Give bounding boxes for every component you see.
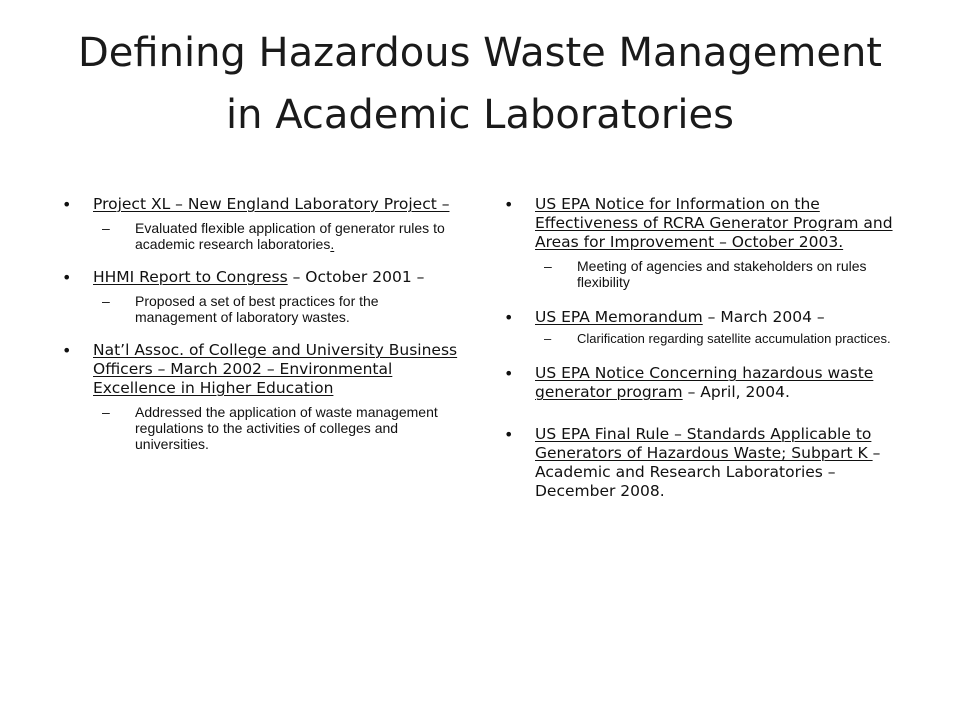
dash-icon: –: [544, 258, 552, 274]
item-rest: – April, 2004.: [682, 383, 790, 401]
bullet-icon: •: [62, 341, 72, 360]
item-rest: – October 2001 –: [287, 268, 425, 286]
item-rest: – Academic and Research Laboratories – December 2008.: [535, 444, 881, 500]
dash-icon: –: [544, 331, 552, 346]
link-epa-notice-2004[interactable]: US EPA Notice Concerning hazardous waste generator program: [535, 364, 874, 401]
bullet-icon: •: [504, 308, 514, 327]
bullet-icon: •: [504, 195, 514, 214]
list-item-epa-notice-2004: [502, 364, 912, 402]
right-column: [502, 195, 912, 501]
dash-icon: –: [102, 404, 110, 420]
sub-item-text: Proposed a set of best practices for the management of laboratory wastes.: [135, 293, 379, 325]
bullet-icon: •: [62, 195, 72, 214]
slide-title: [0, 22, 960, 146]
link-project-xl[interactable]: Project XL – New England Laboratory Project –: [93, 195, 450, 213]
item-rest: – March 2004 –: [702, 308, 825, 326]
title-line-1: Defining Hazardous Waste Management: [78, 30, 882, 76]
list-item-project-xl: [60, 195, 460, 252]
link-epa-memorandum[interactable]: US EPA Memorandum: [535, 308, 703, 326]
list-item-epa-memorandum: [502, 308, 912, 346]
list-item-nacubo: [60, 341, 460, 452]
left-column: [60, 195, 460, 452]
link-hhmi-report[interactable]: HHMI Report to Congress: [93, 268, 288, 286]
list-item-epa-final-rule: [502, 425, 912, 501]
sub-item-epa-memorandum: [535, 331, 912, 346]
link-nacubo[interactable]: Nat’l Assoc. of College and University Business Officers – March 2002 – Environmental Excellence in Higher Education: [93, 341, 458, 397]
sub-item-tail-link[interactable]: .: [330, 236, 335, 252]
sub-item-hhmi: [93, 293, 460, 325]
title-line-2: in Academic Laboratories: [226, 92, 734, 138]
sub-item-text: Addressed the application of waste management regulations to the activities of colleges and universities.: [135, 404, 438, 452]
sub-item-text: Meeting of agencies and stakeholders on rules flexibility: [577, 258, 867, 290]
sub-item-text: Evaluated flexible application of generator rules to academic research laboratories: [135, 220, 445, 252]
sub-item-project-xl: [93, 220, 460, 252]
bullet-icon: •: [62, 268, 72, 287]
bullet-icon: •: [504, 425, 514, 444]
link-epa-notice-2003[interactable]: US EPA Notice for Information on the Effectiveness of RCRA Generator Program and Areas for Improvement – October 2003.: [535, 195, 893, 251]
sub-item-nacubo: [93, 404, 460, 452]
sub-item-epa-notice-2003: [535, 258, 912, 290]
bullet-icon: •: [504, 364, 514, 383]
list-item-epa-notice-2003: [502, 195, 912, 290]
link-epa-final-rule[interactable]: US EPA Final Rule – Standards Applicable to Generators of Hazardous Waste; Subpart K: [535, 425, 873, 462]
list-item-hhmi: [60, 268, 460, 325]
dash-icon: –: [102, 220, 110, 236]
sub-item-text: Clarification regarding satellite accumulation practices.: [577, 331, 891, 346]
dash-icon: –: [102, 293, 110, 309]
